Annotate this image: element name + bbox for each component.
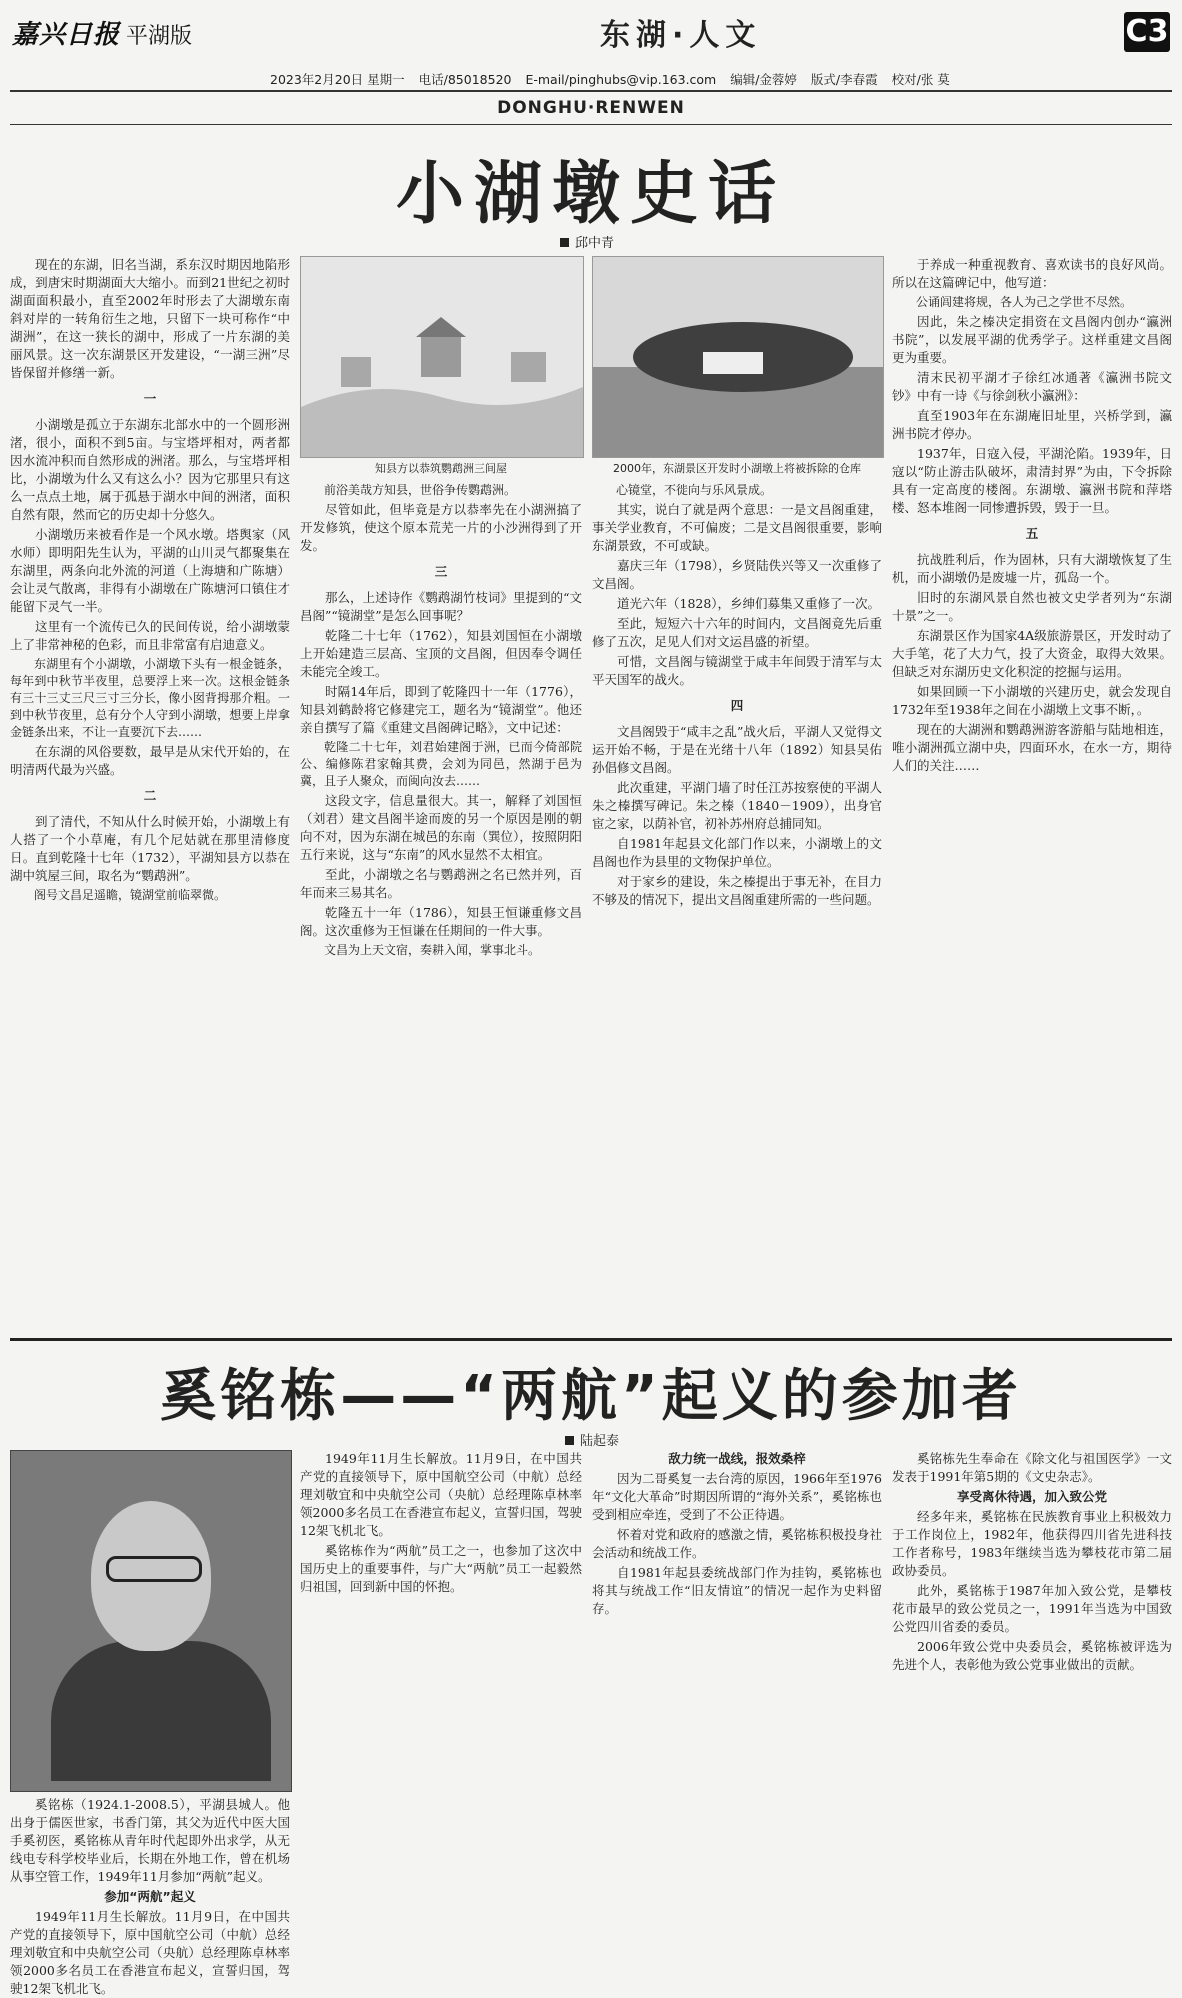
paragraph: 这里有一个流传已久的民间传说，给小湖墩蒙上了非常神秘的色彩，而且非常富有启迪意义。	[10, 619, 290, 652]
section-number: 三	[434, 564, 448, 579]
edition-label: 平湖版	[126, 24, 193, 49]
byline-square-icon	[560, 238, 569, 247]
paragraph: 此外，奚铭栋于1987年加入致公党，是攀枝花市最早的致公党员之一，1991年当选为中国致公党四川省委的委员。	[892, 1583, 1172, 1634]
section-english: DONGHU·RENWEN	[497, 98, 685, 118]
paragraph: 此次重建，平湖门墙了时任江苏按察使的平湖人朱之榛撰写碑记。朱之榛（1840－1909），出身官宦之家，以荫补官，初补苏州府总捕同知。	[592, 780, 882, 831]
paragraph: 东湖景区作为国家4A级旅游景区，开发时动了大手笔，花了大力气，投了大资金，取得大效果。但缺乏对东湖历史文化积淀的挖掘与运用。	[892, 628, 1172, 679]
paragraph: 1949年11月生长解放。11月9日，在中国共产党的直接领导下，原中国航空公司（中航）总经理刘敬宜和中央航空公司（央航）总经理陈卓林率领2000多名员工在香港宣布起义，宣誓归国，驾驶12架飞机北飞。	[10, 1909, 290, 1996]
section-number: 五	[1025, 526, 1039, 541]
paragraph: 自1981年起县文化部门作以来，小湖墩上的文昌阁也作为县里的文物保护单位。	[592, 836, 882, 869]
subheading: 敌力统一战线，报效桑梓	[668, 1451, 806, 1466]
paragraph: 至此，小湖墩之名与鹦鹉洲之名已然并列，百年而来三易其名。	[300, 867, 582, 900]
paragraph: 道光六年（1828），乡绅们募集又重修了一次。	[617, 596, 881, 611]
article1-column-1	[10, 256, 290, 1326]
paragraph: 因此，朱之榛决定捐资在文昌阁内创办“瀛洲书院”，以发展平湖的优秀学子。这样重建文昌阁更为重要。	[892, 314, 1172, 365]
poem-quote: 心镜堂，不徙向与乐风景成。	[616, 483, 773, 497]
figure1-caption: 知县方以恭筑鹦鹉洲三间屋	[375, 462, 507, 475]
paragraph: 于养成一种重视教育、喜欢读书的良好风尚。所以在这篇碑记中，他写道：	[892, 257, 1172, 290]
lake-photo	[593, 257, 883, 457]
paragraph: 小湖墩历来被看作是一个风水墩。塔舆家（风水师）即明阳先生认为，平湖的山川灵气都聚集在东湖里，两条向北外流的河道（上海塘和广陈塘）会让灵气散离，非得有小湖墩在广陈塘河口镇住才能留下灵气一半。	[10, 527, 290, 614]
paragraph: 对于家乡的建设，朱之榛提出于事无补，在目力不够及的情况下，提出文昌阁重建所需的一些问题。	[592, 874, 882, 907]
paragraph: 这段文字，信息量很大。其一，解释了刘国恒（刘君）建文昌阁半途而废的另一个原因是刚的朝向不对，因为东湖在城邑的东南（巽位），按照阴阳五行来说，这与“东南”的风水显然不太相宜。	[300, 793, 582, 862]
paragraph: 现在的大湖洲和鹦鹉洲游客游船与陆地相连，唯小湖洲孤立湖中央，四面环水，在水一方，期待人们的关注……	[892, 722, 1172, 773]
article2-headline: 奚铭栋——“两航”起义的参加者	[160, 1364, 1022, 1429]
section-number: 一	[143, 391, 157, 406]
email: E-mail/pinghubs@vip.163.com	[525, 72, 717, 87]
section-number: 四	[730, 698, 744, 713]
article1-column-4	[892, 256, 1172, 1326]
paragraph: 如果回顾一下小湖墩的兴建历史，就会发现自1732年至1938年之间在小湖墩上文事不断，。	[892, 684, 1172, 717]
paragraph: 文昌阁毁于“咸丰之乱”战火后，平湖人又觉得文运开始不畅，于是在光绪十八年（1892）知县吴佑孙倡修文昌阁。	[592, 724, 882, 775]
paragraph: 清末民初平湖才子徐红冰通著《瀛洲书院文钞》中有一诗《与徐剑秋小瀛洲》：	[892, 370, 1172, 403]
inscription-quote: 文昌为上天文宿，奏耕入闻，掌事北斗。	[324, 943, 541, 957]
engraving-illustration	[301, 257, 583, 457]
sub-rule	[10, 124, 1172, 125]
article2-column-1	[10, 1796, 290, 1996]
paragraph: 自1981年起县委统战部门作为挂钩，奚铭栋也将其与统战工作“旧友情谊”的情况一起作为史料留存。	[592, 1565, 882, 1616]
portrait-glasses	[106, 1556, 202, 1582]
paragraph: 乾隆五十一年（1786），知县王恒谦重修文昌阁。这次重修为王恒谦在任期间的一件大事。	[300, 905, 582, 938]
figure-engraving	[300, 256, 584, 458]
newspaper-logo: 嘉兴日报	[12, 20, 121, 50]
paragraph: 尽管如此，但毕竟是方以恭率先在小湖洲搞了开发修筑，使这个原本荒芜一片的小沙洲得到了开发。	[300, 502, 582, 553]
byline-square-icon	[565, 1436, 574, 1445]
phone: 电话/85018520	[418, 72, 512, 87]
meta-bar	[270, 70, 960, 88]
section-number: 二	[143, 788, 157, 803]
paragraph: 怀着对党和政府的感激之情，奚铭栋积极投身社会活动和统战工作。	[592, 1527, 882, 1560]
proofreader: 校对/张 莫	[891, 72, 950, 87]
subheading: 参加“两航”起义	[104, 1889, 196, 1904]
article1-column-2	[300, 482, 582, 1326]
subheading: 享受离休待遇，加入致公党	[956, 1489, 1107, 1504]
article2-column-2	[300, 1450, 582, 1926]
inscription-quote: 乾隆二十七年，刘君始建阁于洲，已而今倚部院公、编修陈君家翰其费，会刘为同邑，然湖于邑为冀，且子人聚众，而闽向汝去……	[300, 740, 582, 788]
layout-editor: 版式/李春霞	[810, 72, 878, 87]
editor: 编辑/金蓉婷	[730, 72, 797, 87]
article1-headline: 小湖墩史话	[395, 155, 786, 234]
paragraph: 嘉庆三年（1798），乡贤陆佚兴等又一次重修了文昌阁。	[592, 558, 882, 591]
paragraph: 1937年，日寇入侵，平湖沦陷。1939年，日寇以“防止游击队破坏，肃清封界”为由，下令拆除具有一定高度的楼阁。东湖墩、瀛洲书院和萍塔楼、怒本堆阁一同惨遭拆毁，毁于一旦。	[892, 446, 1172, 515]
paragraph: 到了清代，不知从什么时候开始，小湖墩上有人搭了一个小草庵，有几个尼姑就在那里清修度日。直到乾隆十七年（1732），平湖知县方以恭在湖中筑屋三间，取名为“鹦鹉洲”。	[10, 814, 290, 883]
paragraph: 至此，短短六十六年的时间内，文昌阁竟先后重修了五次，足见人们对文运昌盛的祈望。	[592, 616, 882, 649]
paragraph: 经多年来，奚铭栋在民族教育事业上积极效力于工作岗位上，1982年，他获得四川省先进科技工作者称号，1983年继续当选为攀枝花市第二届政协委员。	[892, 1509, 1172, 1578]
article2-column-3	[592, 1450, 882, 1926]
section-title: 东湖·人文	[600, 18, 762, 53]
figure2-caption: 2000年，东湖景区开发时小湖墩上将被拆除的仓库	[613, 462, 861, 475]
inscription-quote: 公诵闾建将规，各人为己之学世不尽然。	[916, 295, 1133, 309]
paragraph: 2006年致公党中央委员会，奚铭栋被评选为先进个人，表彰他为致公党事业做出的贡献。	[892, 1639, 1172, 1672]
portrait-body	[51, 1641, 271, 1781]
paragraph: 抗战胜利后，作为固林，只有大湖墩恢复了生机，而小湖墩仍是废墟一片，孤岛一个。	[892, 552, 1172, 585]
poem-quote: 前浴美哉方知县，世俗争传鹦鹉洲。	[324, 483, 517, 497]
page-number-badge: C3	[1124, 12, 1170, 52]
paragraph: 乾隆二十七年（1762），知县刘国恒在小湖墩上开始建造三层高、宝顶的文昌阁，但因奉令调任未能完全竣工。	[300, 628, 582, 679]
paragraph: 小湖墩是孤立于东湖东北部水中的一个圆形洲渚，很小，面积不到5亩。与宝塔坪相对，两者都因水流冲积而自然形成的洲渚。那么，与宝塔坪相比，小湖墩为什么又有这么小？因为它那里只有这么一点点土地，属于孤悬于湖水中间的洲渚，面积自然有限，然而它的历史却十分悠久。	[10, 417, 290, 522]
paragraph: 1949年11月生长解放。11月9日，在中国共产党的直接领导下，原中国航空公司（中航）总经理刘敬宜和中央航空公司（央航）总经理陈卓林率领2000多名员工在香港宣布起义，宣誓归国，驾驶12架飞机北飞。	[300, 1451, 582, 1538]
poem-quote: 阁号文昌足遥瞻，镜湖堂前临翠微。	[34, 888, 227, 902]
paragraph: 可惜，文昌阁与镜湖堂于咸丰年间毁于清军与太平天国军的战火。	[592, 654, 882, 687]
paragraph: 因为二哥奚复一去台湾的原因，1966年至1976年“文化大革命”时期因所谓的“海外关系”，奚铭栋也受到相应牵连，受到了不公正待遇。	[592, 1471, 882, 1522]
paragraph: 直至1903年在东湖庵旧址里，兴桥学到，瀛洲书院才停办。	[892, 408, 1172, 441]
paragraph: 在东湖的风俗要数，最早是从宋代开始的，在明清两代最为兴盛。	[10, 744, 290, 777]
photo-caption: 奚铭栋（1924.1-2008.5），平湖县城人。他出身于儒医世家，书香门第，其父为近代中医大国手奚初医，奚铭栋从青年时代起即外出求学，从无线电专科学校毕业后，长期在外地工作，曾在机场从事空管工作，1949年11月参加“两航”起义。	[10, 1797, 290, 1884]
masthead-brand	[12, 14, 192, 51]
article1-byline: 邱中青	[560, 232, 614, 251]
paragraph: 旧时的东湖风景自然也被文史学者列为“东湖十景”之一。	[892, 590, 1172, 623]
paragraph: 奚铭栋先生奉命在《除文化与祖国医学》一文发表于1991年第5期的《文史杂志》。	[892, 1451, 1172, 1484]
article-divider	[10, 1338, 1172, 1341]
portrait-photo	[10, 1450, 292, 1792]
article2-column-4	[892, 1450, 1172, 1926]
paragraph: 其实，说白了就是两个意思：一是文昌阁重建，事关学业教育，不可偏废；二是文昌阁很重要，影响东湖景致，不可或缺。	[592, 502, 882, 553]
issue-date: 2023年2月20日 星期一	[270, 72, 405, 87]
figure-photo	[592, 256, 884, 458]
article1-column-3	[592, 482, 882, 1326]
top-rule	[10, 90, 1172, 92]
folk-tale-quote: 东湖里有个小湖墩，小湖墩下头有一根金链条，每年到中秋节半夜里，总要浮上来一次。这根金链条有三十三丈三尺三寸三分长，像小囡背拇那介粗。一到中秋节夜里，总有分个人守到小湖墩，想要上岸拿金链条出来，不让一直要沉下去……	[10, 657, 290, 739]
article2-byline: 陆起泰	[565, 1430, 619, 1449]
paragraph: 那么，上述诗作《鹦鹉湖竹枝词》里提到的“文昌阁”“镜湖堂”是怎么回事呢？	[300, 590, 582, 623]
paragraph: 时隔14年后，即到了乾隆四十一年（1776），知县刘鹤龄将它修建完工，题名为“镜湖堂”。他还亲自撰写了篇《重建文昌阁碑记略》，文中记述：	[300, 684, 582, 735]
paragraph: 现在的东湖，旧名当湖，系东汉时期因地陷形成，到唐宋时期湖面大大缩小。而到21世纪之初时湖面面积最小，直至2002年时形去了大湖墩东南斜对岸的一转角衍生之地，只留下一块可称作“中湖洲”，在这一狭长的湖中，形成了一片东湖的美丽风景。这一次东湖景区开发建设，“一湖三洲”尽皆保留并修缮一新。	[10, 257, 290, 380]
paragraph: 奚铭栋作为“两航”员工之一，也参加了这次中国历史上的重要事件，与广大“两航”员工一起毅然归祖国，回到新中国的怀抱。	[300, 1543, 582, 1594]
